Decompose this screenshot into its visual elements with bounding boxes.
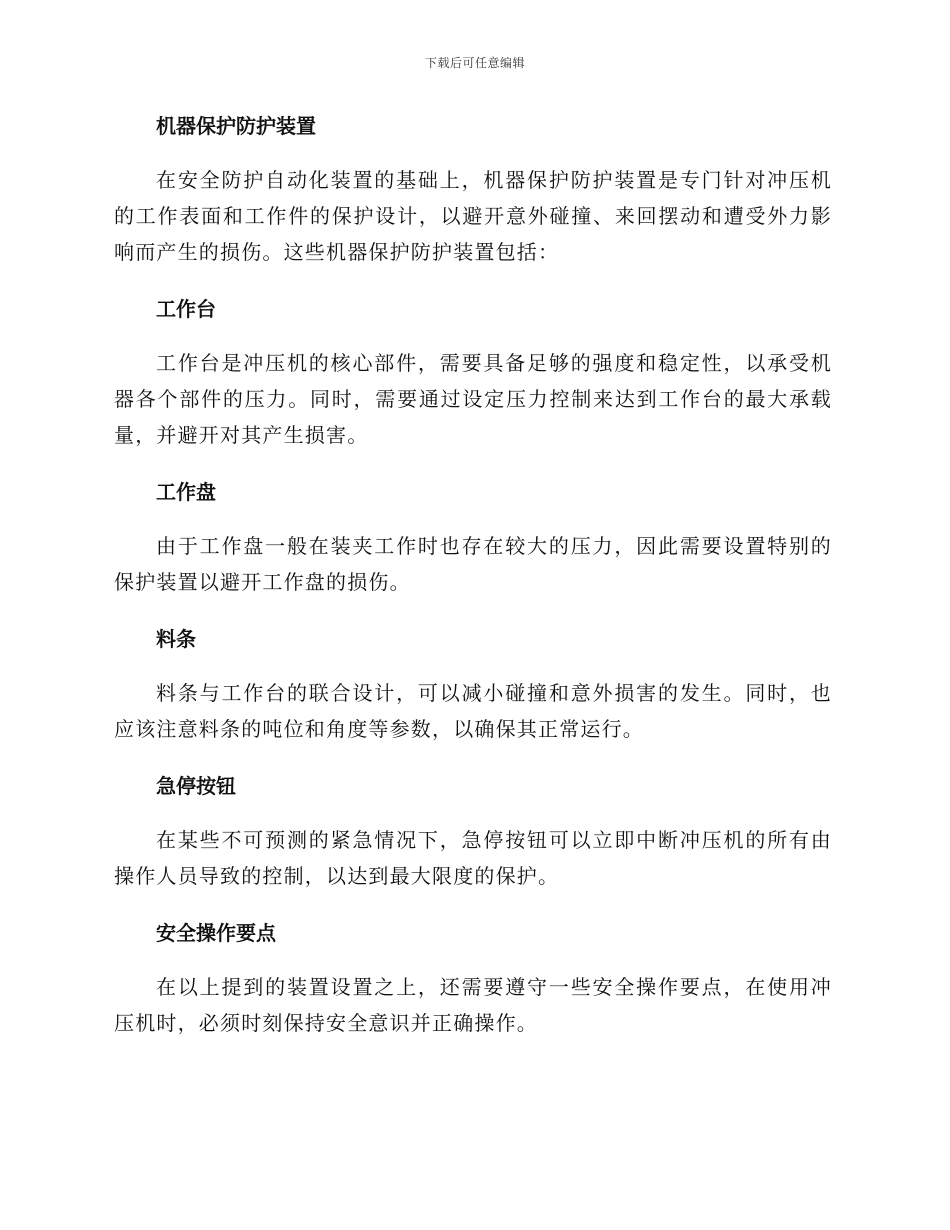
section-heading: 工作盘 xyxy=(156,480,216,504)
section-work-plate xyxy=(114,474,832,600)
section-machine-protection xyxy=(114,108,832,270)
section-paragraph: 在某些不可预测的紧急情况下，急停按钮可以立即中断冲压机的所有由操作人员导致的控制，以达到最大限度的保护。 xyxy=(114,828,832,888)
section-paragraph: 料条与工作台的联合设计，可以减小碰撞和意外损害的发生。同时，也应该注意料条的吨位和角度等参数，以确保其正常运行。 xyxy=(114,681,832,741)
section-paragraph: 由于工作盘一般在装夹工作时也存在较大的压力，因此需要设置特别的保护装置以避开工作盘的损伤。 xyxy=(114,534,832,594)
section-heading: 安全操作要点 xyxy=(156,921,276,945)
section-paragraph: 工作台是冲压机的核心部件，需要具备足够的强度和稳定性，以承受机器各个部件的压力。同时，需要通过设定压力控制来达到工作台的最大承载量，并避开对其产生损害。 xyxy=(114,351,832,447)
section-safety-points xyxy=(114,915,832,1041)
section-emergency-stop xyxy=(114,768,832,894)
section-workbench xyxy=(114,291,832,453)
section-heading: 机器保护防护装置 xyxy=(156,114,316,138)
page-header: 下载后可任意编辑 xyxy=(424,56,525,70)
document-content xyxy=(114,108,832,1062)
section-heading: 急停按钮 xyxy=(156,774,236,798)
section-paragraph: 在以上提到的装置设置之上，还需要遵守一些安全操作要点，在使用冲压机时，必须时刻保持安全意识并正确操作。 xyxy=(114,975,832,1035)
section-material-strip xyxy=(114,621,832,747)
section-heading: 工作台 xyxy=(156,297,216,321)
section-heading: 料条 xyxy=(156,627,196,651)
section-paragraph: 在安全防护自动化装置的基础上，机器保护防护装置是专门针对冲压机的工作表面和工作件的保护设计，以避开意外碰撞、来回摆动和遭受外力影响而产生的损伤。这些机器保护防护装置包括： xyxy=(114,168,832,264)
